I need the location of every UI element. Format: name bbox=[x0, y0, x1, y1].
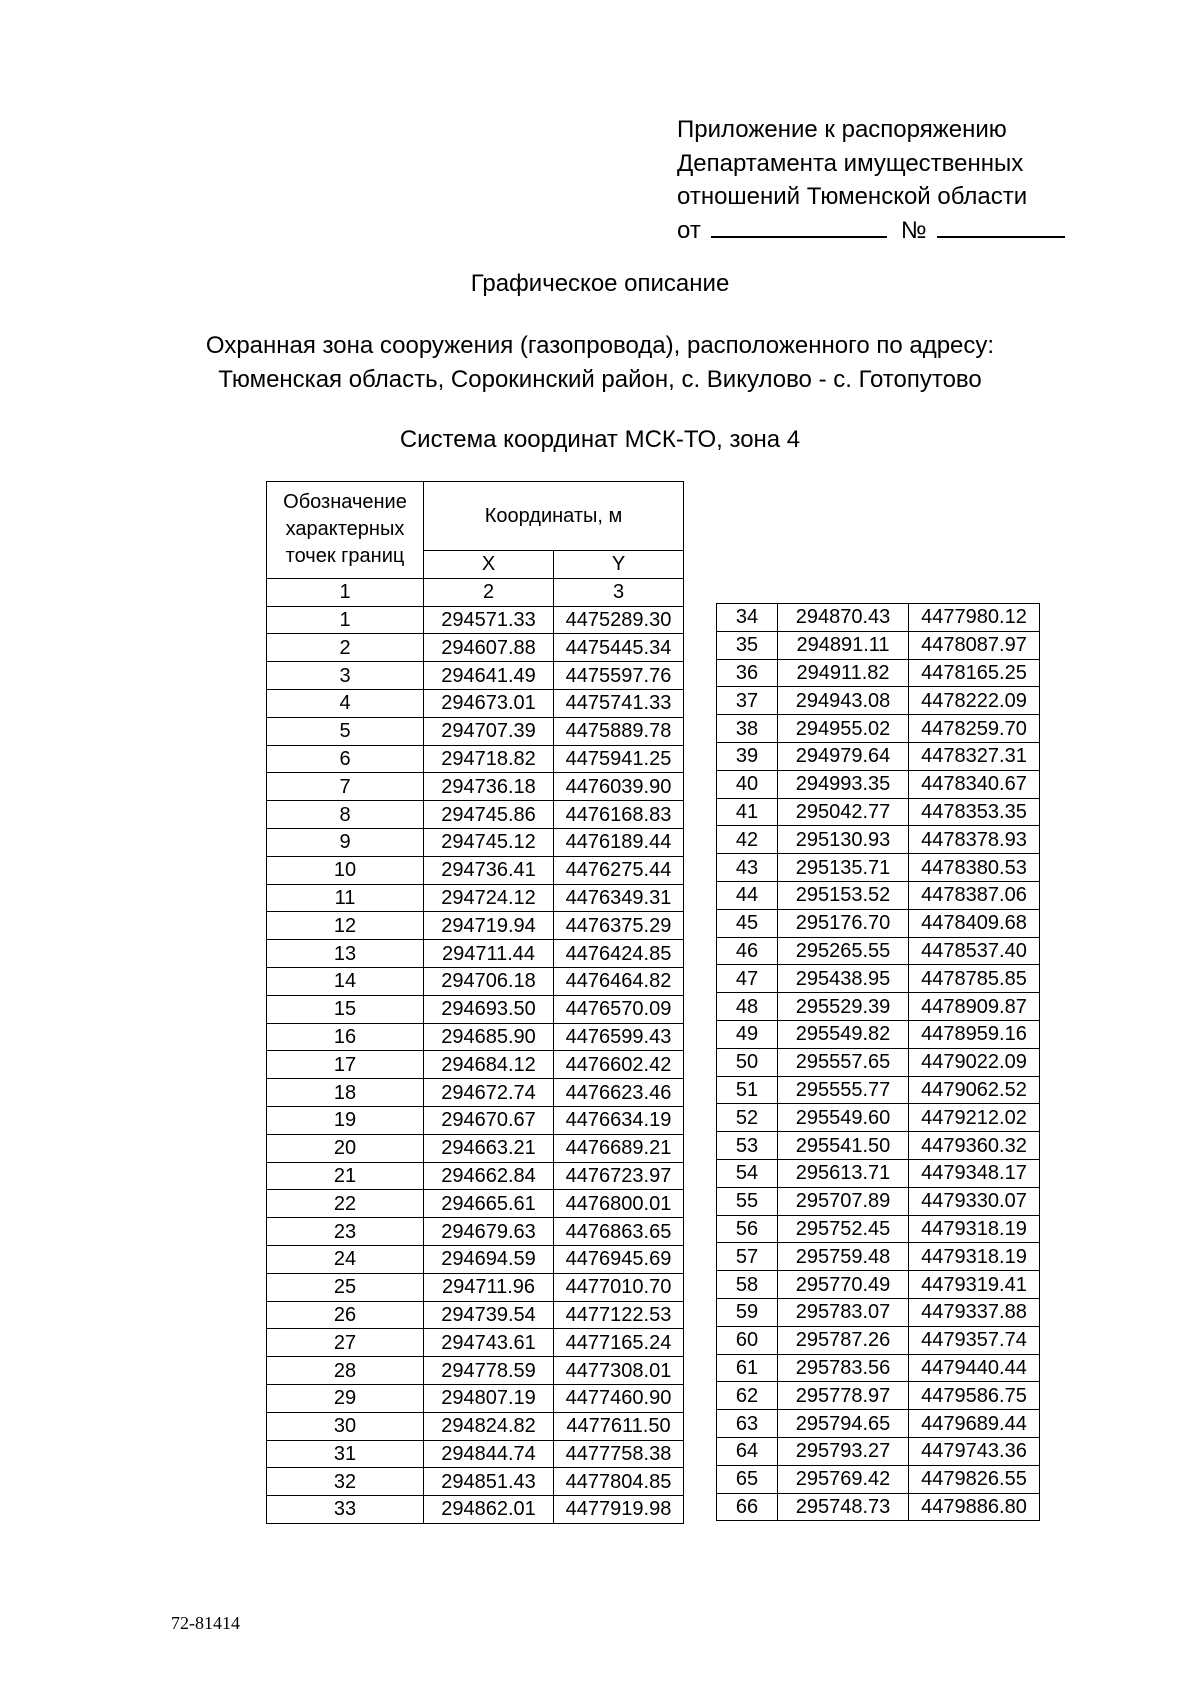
table-row bbox=[267, 689, 684, 717]
x-coordinate-cell: 295787.26 bbox=[778, 1326, 909, 1354]
coordinate-system: Система координат МСК-ТО, зона 4 bbox=[399, 426, 801, 453]
y-coordinate-cell: 4476689.21 bbox=[554, 1134, 684, 1162]
x-coordinate-cell: 294745.86 bbox=[424, 801, 554, 829]
column-number-row bbox=[267, 578, 684, 606]
y-coordinate-cell: 4478165.25 bbox=[909, 659, 1040, 687]
table-row bbox=[267, 1106, 684, 1134]
header-coords-cell: Координаты, м bbox=[424, 482, 684, 551]
x-coordinate-cell: 294719.94 bbox=[424, 912, 554, 940]
point-number-cell: 26 bbox=[267, 1301, 424, 1329]
x-coordinate-cell: 294707.39 bbox=[424, 717, 554, 745]
x-coordinate-cell: 295555.77 bbox=[778, 1076, 909, 1104]
x-coordinate-cell: 294607.88 bbox=[424, 634, 554, 662]
table-row bbox=[267, 745, 684, 773]
point-number-cell: 16 bbox=[267, 1023, 424, 1051]
point-number-cell: 34 bbox=[717, 604, 778, 632]
x-coordinate-cell: 295613.71 bbox=[778, 1159, 909, 1187]
table-row bbox=[717, 1132, 1040, 1160]
x-coordinate-cell: 295130.93 bbox=[778, 826, 909, 854]
table-row bbox=[267, 856, 684, 884]
x-coordinate-cell: 294993.35 bbox=[778, 770, 909, 798]
column-number-1: 1 bbox=[267, 578, 424, 606]
appendix-block bbox=[677, 113, 1065, 247]
point-number-cell: 51 bbox=[717, 1076, 778, 1104]
table-row bbox=[717, 798, 1040, 826]
table-row bbox=[267, 717, 684, 745]
point-number-cell: 29 bbox=[267, 1384, 424, 1412]
point-number-cell: 46 bbox=[717, 937, 778, 965]
y-coordinate-cell: 4476189.44 bbox=[554, 828, 684, 856]
y-coordinate-cell: 4476863.65 bbox=[554, 1218, 684, 1246]
point-number-cell: 28 bbox=[267, 1357, 424, 1385]
number-sign: № bbox=[900, 216, 927, 244]
point-number-cell: 64 bbox=[717, 1437, 778, 1465]
y-coordinate-cell: 4479826.55 bbox=[909, 1465, 1040, 1493]
x-coordinate-cell: 294851.43 bbox=[424, 1468, 554, 1496]
point-number-cell: 10 bbox=[267, 856, 424, 884]
table-row bbox=[717, 854, 1040, 882]
table-row bbox=[267, 1440, 684, 1468]
point-number-cell: 24 bbox=[267, 1245, 424, 1273]
point-number-cell: 37 bbox=[717, 687, 778, 715]
table-row bbox=[717, 937, 1040, 965]
point-number-cell: 40 bbox=[717, 770, 778, 798]
table-row bbox=[717, 1298, 1040, 1326]
table-row bbox=[267, 1051, 684, 1079]
x-coordinate-cell: 294778.59 bbox=[424, 1357, 554, 1385]
point-number-cell: 5 bbox=[267, 717, 424, 745]
y-coordinate-cell: 4477122.53 bbox=[554, 1301, 684, 1329]
table-row bbox=[267, 773, 684, 801]
y-coordinate-cell: 4479886.80 bbox=[909, 1493, 1040, 1521]
table-row bbox=[267, 1329, 684, 1357]
y-coordinate-cell: 4476424.85 bbox=[554, 940, 684, 968]
y-coordinate-cell: 4476945.69 bbox=[554, 1245, 684, 1273]
y-coordinate-cell: 4479318.19 bbox=[909, 1243, 1040, 1271]
x-coordinate-cell: 294736.41 bbox=[424, 856, 554, 884]
point-number-cell: 56 bbox=[717, 1215, 778, 1243]
appendix-date-number-line bbox=[677, 214, 1065, 248]
table-row bbox=[717, 1215, 1040, 1243]
x-coordinate-cell: 295783.07 bbox=[778, 1298, 909, 1326]
x-coordinate-cell: 294641.49 bbox=[424, 662, 554, 690]
x-coordinate-cell: 294672.74 bbox=[424, 1079, 554, 1107]
table-row bbox=[717, 659, 1040, 687]
coordinates-table-right-body bbox=[717, 604, 1040, 1521]
y-coordinate-cell: 4478259.70 bbox=[909, 715, 1040, 743]
appendix-line-3: отношений Тюменской области bbox=[677, 183, 1028, 210]
y-coordinate-cell: 4477980.12 bbox=[909, 604, 1040, 632]
y-coordinate-cell: 4478222.09 bbox=[909, 687, 1040, 715]
y-coordinate-cell: 4476723.97 bbox=[554, 1162, 684, 1190]
y-coordinate-cell: 4476349.31 bbox=[554, 884, 684, 912]
y-coordinate-cell: 4479689.44 bbox=[909, 1410, 1040, 1438]
x-coordinate-cell: 295770.49 bbox=[778, 1271, 909, 1299]
point-number-cell: 38 bbox=[717, 715, 778, 743]
table-row bbox=[267, 1079, 684, 1107]
coordinates-table-left-body bbox=[267, 482, 684, 1524]
point-number-cell: 4 bbox=[267, 689, 424, 717]
y-coordinate-cell: 4475889.78 bbox=[554, 717, 684, 745]
point-number-cell: 53 bbox=[717, 1132, 778, 1160]
table-row bbox=[717, 1437, 1040, 1465]
point-number-cell: 59 bbox=[717, 1298, 778, 1326]
table-row bbox=[717, 631, 1040, 659]
coordinates-table-left bbox=[266, 481, 684, 1524]
point-number-cell: 39 bbox=[717, 742, 778, 770]
y-coordinate-cell: 4478340.67 bbox=[909, 770, 1040, 798]
point-number-cell: 14 bbox=[267, 967, 424, 995]
y-coordinate-cell: 4478387.06 bbox=[909, 881, 1040, 909]
y-coordinate-cell: 4476039.90 bbox=[554, 773, 684, 801]
x-coordinate-cell: 295783.56 bbox=[778, 1354, 909, 1382]
table-row bbox=[717, 1354, 1040, 1382]
y-coordinate-cell: 4475289.30 bbox=[554, 606, 684, 634]
table-row bbox=[717, 1326, 1040, 1354]
point-number-cell: 12 bbox=[267, 912, 424, 940]
x-coordinate-cell: 294718.82 bbox=[424, 745, 554, 773]
y-coordinate-cell: 4476375.29 bbox=[554, 912, 684, 940]
y-coordinate-cell: 4476599.43 bbox=[554, 1023, 684, 1051]
object-description-line-1: Охранная зона сооружения (газопровода), расположенного по адресу: bbox=[205, 332, 995, 359]
x-coordinate-cell: 294673.01 bbox=[424, 689, 554, 717]
table-row bbox=[717, 715, 1040, 743]
x-coordinate-cell: 294943.08 bbox=[778, 687, 909, 715]
table-row bbox=[267, 801, 684, 829]
point-number-cell: 52 bbox=[717, 1104, 778, 1132]
x-coordinate-cell: 294706.18 bbox=[424, 967, 554, 995]
x-coordinate-cell: 294870.43 bbox=[778, 604, 909, 632]
x-coordinate-cell: 294739.54 bbox=[424, 1301, 554, 1329]
point-number-cell: 31 bbox=[267, 1440, 424, 1468]
x-coordinate-cell: 294824.82 bbox=[424, 1412, 554, 1440]
table-row bbox=[267, 634, 684, 662]
table-row bbox=[267, 995, 684, 1023]
point-number-cell: 15 bbox=[267, 995, 424, 1023]
x-coordinate-cell: 294807.19 bbox=[424, 1384, 554, 1412]
y-coordinate-cell: 4477919.98 bbox=[554, 1496, 684, 1524]
table-row bbox=[717, 909, 1040, 937]
point-number-cell: 18 bbox=[267, 1079, 424, 1107]
table-row bbox=[717, 881, 1040, 909]
y-coordinate-cell: 4479319.41 bbox=[909, 1271, 1040, 1299]
x-coordinate-cell: 294662.84 bbox=[424, 1162, 554, 1190]
table-row bbox=[267, 606, 684, 634]
y-coordinate-cell: 4479440.44 bbox=[909, 1354, 1040, 1382]
table-row bbox=[267, 1301, 684, 1329]
point-number-cell: 62 bbox=[717, 1382, 778, 1410]
point-number-cell: 17 bbox=[267, 1051, 424, 1079]
table-row bbox=[717, 1187, 1040, 1215]
x-coordinate-cell: 294979.64 bbox=[778, 742, 909, 770]
table-row bbox=[267, 1468, 684, 1496]
y-coordinate-cell: 4478380.53 bbox=[909, 854, 1040, 882]
table-row bbox=[267, 1190, 684, 1218]
column-number-2: 2 bbox=[424, 578, 554, 606]
table-row bbox=[267, 1496, 684, 1524]
column-number-3: 3 bbox=[554, 578, 684, 606]
table-row bbox=[267, 940, 684, 968]
point-number-cell: 61 bbox=[717, 1354, 778, 1382]
y-coordinate-cell: 4479743.36 bbox=[909, 1437, 1040, 1465]
x-coordinate-cell: 295769.42 bbox=[778, 1465, 909, 1493]
y-coordinate-cell: 4479586.75 bbox=[909, 1382, 1040, 1410]
x-coordinate-cell: 295438.95 bbox=[778, 965, 909, 993]
table-row bbox=[717, 965, 1040, 993]
point-number-cell: 3 bbox=[267, 662, 424, 690]
x-coordinate-cell: 294745.12 bbox=[424, 828, 554, 856]
table-row bbox=[267, 1134, 684, 1162]
table-row bbox=[267, 1218, 684, 1246]
x-coordinate-cell: 295042.77 bbox=[778, 798, 909, 826]
point-number-cell: 21 bbox=[267, 1162, 424, 1190]
date-prefix: от bbox=[677, 216, 701, 244]
point-number-cell: 22 bbox=[267, 1190, 424, 1218]
point-number-cell: 33 bbox=[267, 1496, 424, 1524]
table-row bbox=[717, 1465, 1040, 1493]
point-number-cell: 30 bbox=[267, 1412, 424, 1440]
x-coordinate-cell: 295549.82 bbox=[778, 1020, 909, 1048]
x-coordinate-cell: 294670.67 bbox=[424, 1106, 554, 1134]
table-row bbox=[267, 967, 684, 995]
point-number-cell: 49 bbox=[717, 1020, 778, 1048]
point-number-cell: 6 bbox=[267, 745, 424, 773]
x-coordinate-cell: 295759.48 bbox=[778, 1243, 909, 1271]
x-coordinate-cell: 294694.59 bbox=[424, 1245, 554, 1273]
y-coordinate-cell: 4478959.16 bbox=[909, 1020, 1040, 1048]
appendix-line-1: Приложение к распоряжению bbox=[677, 116, 1007, 143]
y-coordinate-cell: 4477308.01 bbox=[554, 1357, 684, 1385]
y-coordinate-cell: 4476275.44 bbox=[554, 856, 684, 884]
point-number-cell: 7 bbox=[267, 773, 424, 801]
table-row bbox=[717, 1159, 1040, 1187]
table-row bbox=[717, 1104, 1040, 1132]
point-number-cell: 44 bbox=[717, 881, 778, 909]
table-row bbox=[267, 1384, 684, 1412]
point-number-cell: 54 bbox=[717, 1159, 778, 1187]
x-coordinate-cell: 294665.61 bbox=[424, 1190, 554, 1218]
table-row bbox=[717, 1076, 1040, 1104]
table-row bbox=[267, 1023, 684, 1051]
table-row bbox=[717, 1410, 1040, 1438]
y-coordinate-cell: 4478409.68 bbox=[909, 909, 1040, 937]
table-row bbox=[717, 1382, 1040, 1410]
point-number-cell: 60 bbox=[717, 1326, 778, 1354]
x-coordinate-cell: 295541.50 bbox=[778, 1132, 909, 1160]
y-coordinate-cell: 4476168.83 bbox=[554, 801, 684, 829]
table-row bbox=[717, 1243, 1040, 1271]
x-coordinate-cell: 295748.73 bbox=[778, 1493, 909, 1521]
point-number-cell: 48 bbox=[717, 993, 778, 1021]
y-coordinate-cell: 4476570.09 bbox=[554, 995, 684, 1023]
y-coordinate-cell: 4476634.19 bbox=[554, 1106, 684, 1134]
point-number-cell: 9 bbox=[267, 828, 424, 856]
y-coordinate-cell: 4477758.38 bbox=[554, 1440, 684, 1468]
x-coordinate-cell: 295793.27 bbox=[778, 1437, 909, 1465]
y-coordinate-cell: 4477804.85 bbox=[554, 1468, 684, 1496]
y-coordinate-cell: 4476464.82 bbox=[554, 967, 684, 995]
x-coordinate-cell: 295176.70 bbox=[778, 909, 909, 937]
point-number-cell: 66 bbox=[717, 1493, 778, 1521]
point-number-cell: 1 bbox=[267, 606, 424, 634]
point-number-cell: 2 bbox=[267, 634, 424, 662]
y-coordinate-cell: 4478327.31 bbox=[909, 742, 1040, 770]
table-row bbox=[267, 828, 684, 856]
table-row bbox=[717, 687, 1040, 715]
y-coordinate-cell: 4477611.50 bbox=[554, 1412, 684, 1440]
y-coordinate-cell: 4478087.97 bbox=[909, 631, 1040, 659]
x-coordinate-cell: 294844.74 bbox=[424, 1440, 554, 1468]
x-coordinate-cell: 294711.44 bbox=[424, 940, 554, 968]
table-row bbox=[717, 604, 1040, 632]
table-row bbox=[267, 884, 684, 912]
table-row bbox=[267, 662, 684, 690]
point-number-cell: 47 bbox=[717, 965, 778, 993]
y-coordinate-cell: 4475597.76 bbox=[554, 662, 684, 690]
x-coordinate-cell: 294743.61 bbox=[424, 1329, 554, 1357]
x-coordinate-cell: 294685.90 bbox=[424, 1023, 554, 1051]
point-number-cell: 23 bbox=[267, 1218, 424, 1246]
table-row bbox=[267, 912, 684, 940]
document-code: 72-81414 bbox=[171, 1613, 240, 1633]
x-coordinate-cell: 295549.60 bbox=[778, 1104, 909, 1132]
y-coordinate-cell: 4478909.87 bbox=[909, 993, 1040, 1021]
point-number-cell: 25 bbox=[267, 1273, 424, 1301]
y-coordinate-cell: 4479337.88 bbox=[909, 1298, 1040, 1326]
x-coordinate-cell: 295265.55 bbox=[778, 937, 909, 965]
point-number-cell: 58 bbox=[717, 1271, 778, 1299]
x-coordinate-cell: 294693.50 bbox=[424, 995, 554, 1023]
table-row bbox=[717, 826, 1040, 854]
x-coordinate-cell: 295135.71 bbox=[778, 854, 909, 882]
y-coordinate-cell: 4475941.25 bbox=[554, 745, 684, 773]
date-blank bbox=[711, 214, 887, 238]
x-coordinate-cell: 295557.65 bbox=[778, 1048, 909, 1076]
point-number-cell: 41 bbox=[717, 798, 778, 826]
y-coordinate-cell: 4479357.74 bbox=[909, 1326, 1040, 1354]
point-number-cell: 13 bbox=[267, 940, 424, 968]
point-number-cell: 65 bbox=[717, 1465, 778, 1493]
y-coordinate-cell: 4479212.02 bbox=[909, 1104, 1040, 1132]
x-coordinate-cell: 295794.65 bbox=[778, 1410, 909, 1438]
x-coordinate-cell: 294684.12 bbox=[424, 1051, 554, 1079]
object-description-line-2: Тюменская область, Сорокинский район, с. Викулово - с. Готопутово bbox=[218, 366, 982, 393]
y-coordinate-cell: 4475741.33 bbox=[554, 689, 684, 717]
point-number-cell: 11 bbox=[267, 884, 424, 912]
y-coordinate-cell: 4479348.17 bbox=[909, 1159, 1040, 1187]
y-coordinate-cell: 4476602.42 bbox=[554, 1051, 684, 1079]
table-row bbox=[717, 742, 1040, 770]
y-coordinate-cell: 4476623.46 bbox=[554, 1079, 684, 1107]
y-coordinate-cell: 4477165.24 bbox=[554, 1329, 684, 1357]
number-blank bbox=[937, 214, 1065, 238]
x-coordinate-cell: 294711.96 bbox=[424, 1273, 554, 1301]
y-coordinate-cell: 4479330.07 bbox=[909, 1187, 1040, 1215]
table-row bbox=[717, 1493, 1040, 1521]
x-coordinate-cell: 294679.63 bbox=[424, 1218, 554, 1246]
table-row bbox=[717, 1020, 1040, 1048]
x-coordinate-cell: 294724.12 bbox=[424, 884, 554, 912]
coordinates-table-right bbox=[716, 603, 1040, 1521]
x-coordinate-cell: 294862.01 bbox=[424, 1496, 554, 1524]
x-coordinate-cell: 294911.82 bbox=[778, 659, 909, 687]
y-coordinate-cell: 4479360.32 bbox=[909, 1132, 1040, 1160]
table-row bbox=[717, 1271, 1040, 1299]
point-number-cell: 50 bbox=[717, 1048, 778, 1076]
point-number-cell: 57 bbox=[717, 1243, 778, 1271]
point-number-cell: 27 bbox=[267, 1329, 424, 1357]
point-number-cell: 43 bbox=[717, 854, 778, 882]
x-coordinate-cell: 295707.89 bbox=[778, 1187, 909, 1215]
y-coordinate-cell: 4477460.90 bbox=[554, 1384, 684, 1412]
x-coordinate-cell: 294571.33 bbox=[424, 606, 554, 634]
header-point-label: Обозначение характерных точек границ bbox=[283, 491, 407, 568]
point-number-cell: 45 bbox=[717, 909, 778, 937]
document-title: Графическое описание bbox=[470, 270, 730, 297]
table-row bbox=[267, 1162, 684, 1190]
point-number-cell: 35 bbox=[717, 631, 778, 659]
x-coordinate-cell: 295778.97 bbox=[778, 1382, 909, 1410]
table-row bbox=[267, 1412, 684, 1440]
point-number-cell: 20 bbox=[267, 1134, 424, 1162]
header-y-cell: Y bbox=[554, 551, 684, 579]
point-number-cell: 42 bbox=[717, 826, 778, 854]
x-coordinate-cell: 294736.18 bbox=[424, 773, 554, 801]
point-number-cell: 19 bbox=[267, 1106, 424, 1134]
y-coordinate-cell: 4477010.70 bbox=[554, 1273, 684, 1301]
header-row bbox=[267, 482, 684, 551]
y-coordinate-cell: 4478353.35 bbox=[909, 798, 1040, 826]
x-coordinate-cell: 295752.45 bbox=[778, 1215, 909, 1243]
point-number-cell: 36 bbox=[717, 659, 778, 687]
point-number-cell: 8 bbox=[267, 801, 424, 829]
y-coordinate-cell: 4479022.09 bbox=[909, 1048, 1040, 1076]
y-coordinate-cell: 4475445.34 bbox=[554, 634, 684, 662]
point-number-cell: 32 bbox=[267, 1468, 424, 1496]
table-row bbox=[267, 1357, 684, 1385]
point-number-cell: 63 bbox=[717, 1410, 778, 1438]
y-coordinate-cell: 4476800.01 bbox=[554, 1190, 684, 1218]
y-coordinate-cell: 4479062.52 bbox=[909, 1076, 1040, 1104]
y-coordinate-cell: 4479318.19 bbox=[909, 1215, 1040, 1243]
x-coordinate-cell: 295153.52 bbox=[778, 881, 909, 909]
table-row bbox=[717, 993, 1040, 1021]
table-row bbox=[267, 1245, 684, 1273]
y-coordinate-cell: 4478785.85 bbox=[909, 965, 1040, 993]
point-number-cell: 55 bbox=[717, 1187, 778, 1215]
x-coordinate-cell: 294891.11 bbox=[778, 631, 909, 659]
y-coordinate-cell: 4478537.40 bbox=[909, 937, 1040, 965]
x-coordinate-cell: 294663.21 bbox=[424, 1134, 554, 1162]
table-row bbox=[717, 1048, 1040, 1076]
x-coordinate-cell: 295529.39 bbox=[778, 993, 909, 1021]
table-row bbox=[717, 770, 1040, 798]
table-row bbox=[267, 1273, 684, 1301]
y-coordinate-cell: 4478378.93 bbox=[909, 826, 1040, 854]
appendix-line-2: Департамента имущественных bbox=[677, 149, 1024, 177]
header-point-cell bbox=[267, 482, 424, 579]
header-x-cell: X bbox=[424, 551, 554, 579]
x-coordinate-cell: 294955.02 bbox=[778, 715, 909, 743]
